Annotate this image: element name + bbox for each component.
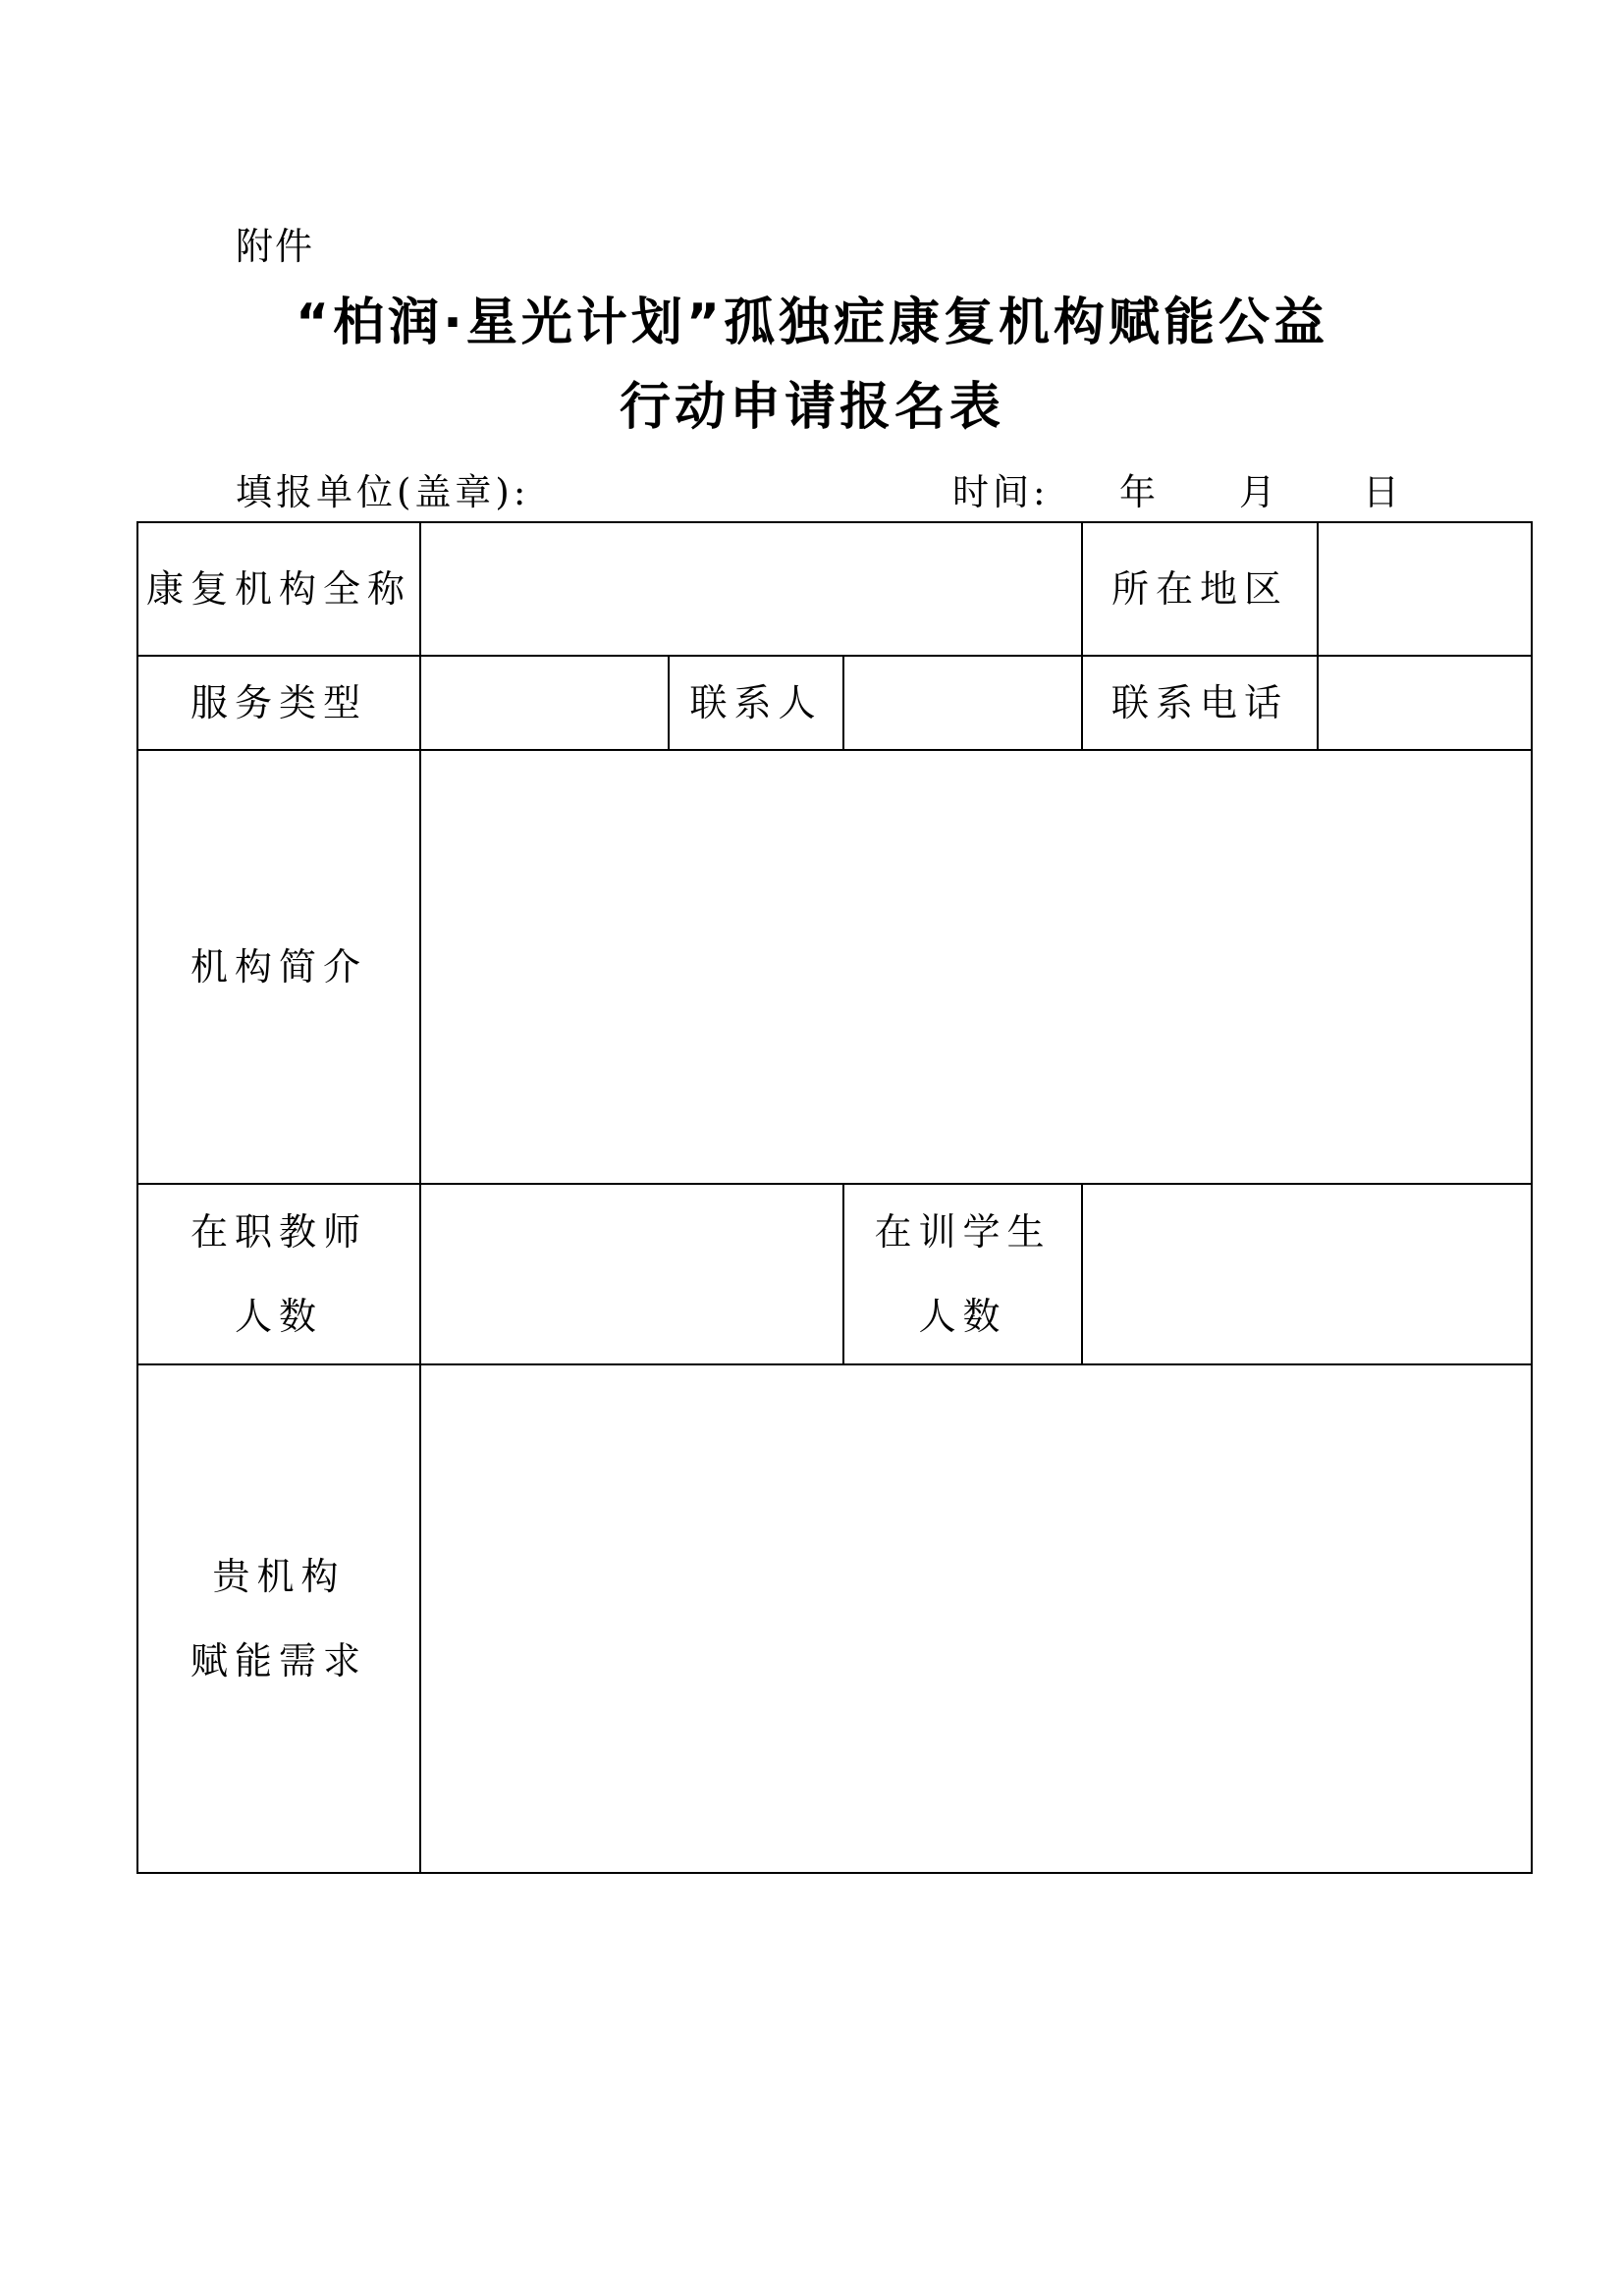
table-row bbox=[137, 656, 1532, 750]
org-name-label: 康复机构全称 bbox=[137, 522, 420, 656]
service-type-label: 服务类型 bbox=[137, 656, 420, 750]
attachment-label: 附件 bbox=[236, 225, 315, 268]
empowerment-needs-field[interactable] bbox=[420, 1364, 1532, 1873]
empowerment-needs-label-line-1: 贵机构 bbox=[212, 1555, 346, 1598]
document-title-line-2: 行动申请报名表 bbox=[619, 378, 1004, 437]
date-month-label: 月 bbox=[1239, 471, 1279, 513]
contact-person-field[interactable] bbox=[843, 656, 1082, 750]
contact-person-label: 联系人 bbox=[669, 656, 843, 750]
contact-phone-field[interactable] bbox=[1318, 656, 1532, 750]
student-count-label bbox=[843, 1184, 1082, 1364]
date-year-label: 年 bbox=[1119, 471, 1160, 513]
date-day-label: 日 bbox=[1363, 471, 1403, 513]
student-count-label-line-2: 人数 bbox=[918, 1295, 1007, 1338]
region-label: 所在地区 bbox=[1082, 522, 1318, 656]
teacher-count-field[interactable] bbox=[420, 1184, 843, 1364]
empowerment-needs-label bbox=[137, 1364, 420, 1873]
student-count-field[interactable] bbox=[1082, 1184, 1532, 1364]
teacher-count-label-line-2: 人数 bbox=[234, 1295, 323, 1338]
application-form-table bbox=[136, 521, 1533, 1874]
service-type-field[interactable] bbox=[420, 656, 669, 750]
reporting-unit-label: 填报单位(盖章): bbox=[236, 471, 530, 513]
teacher-count-label bbox=[137, 1184, 420, 1364]
date-label: 时间: bbox=[952, 471, 1050, 513]
table-row bbox=[137, 1364, 1532, 1873]
contact-phone-label: 联系电话 bbox=[1082, 656, 1318, 750]
org-intro-label: 机构简介 bbox=[137, 750, 420, 1184]
table-row bbox=[137, 522, 1532, 656]
region-field[interactable] bbox=[1318, 522, 1532, 656]
empowerment-needs-label-line-2: 赋能需求 bbox=[189, 1639, 367, 1682]
teacher-count-label-line-1: 在职教师 bbox=[189, 1210, 367, 1254]
table-row bbox=[137, 750, 1532, 1184]
org-name-field[interactable] bbox=[420, 522, 1082, 656]
table-row bbox=[137, 1184, 1532, 1364]
org-intro-field[interactable] bbox=[420, 750, 1532, 1184]
document-title-line-1: “柏润·星光计划”孤独症康复机构赋能公益 bbox=[295, 294, 1329, 352]
student-count-label-line-1: 在训学生 bbox=[874, 1210, 1052, 1254]
